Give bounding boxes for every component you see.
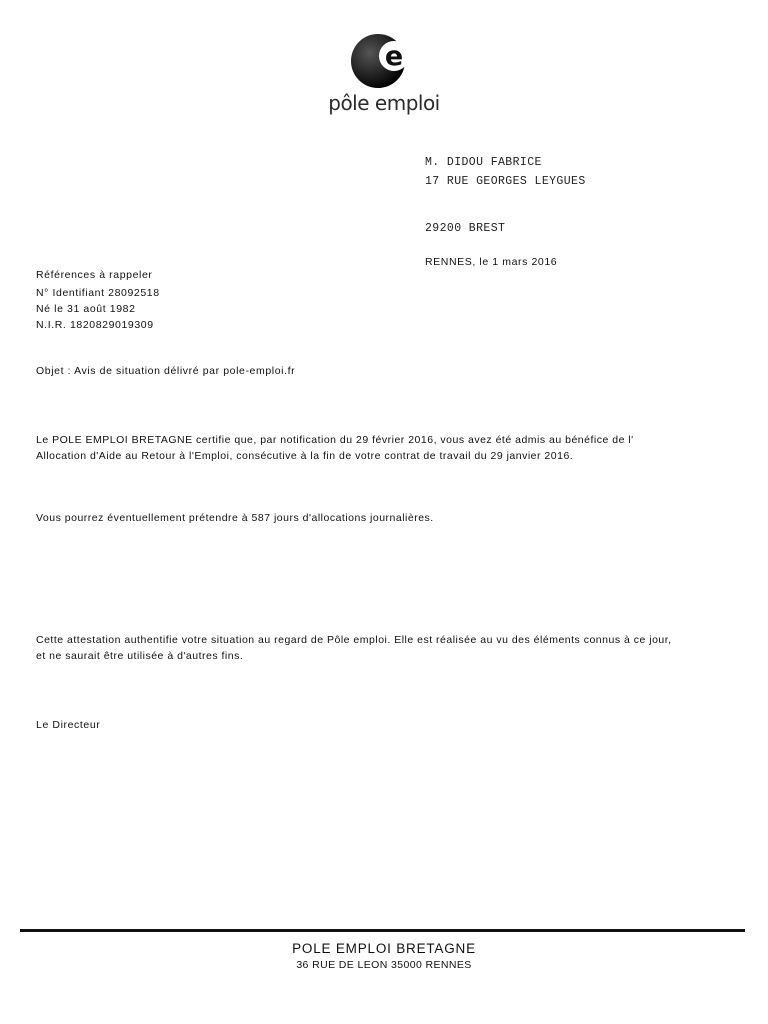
reference-birth-date: Né le 31 août 1982 <box>36 303 136 315</box>
pole-emploi-logo <box>322 28 446 120</box>
paragraph-allocation-days <box>36 510 736 526</box>
reference-nir: N.I.R. 1820829019309 <box>36 319 154 331</box>
paragraph-attestation <box>36 632 736 664</box>
paragraph-line: Vous pourrez éventuellement prétendre à 587 jours d'allocations journalières. <box>36 512 434 524</box>
paragraph-line: et ne saurait être utilisée à d'autres fins. <box>36 650 244 662</box>
paragraph-line: Le POLE EMPLOI BRETAGNE certifie que, par notification du 29 février 2016, vous avez été admis au bénéfice de l' <box>36 434 634 446</box>
footer-divider <box>20 929 745 932</box>
footer-address: 36 RUE DE LEON 35000 RENNES <box>296 959 472 971</box>
footer-organization: POLE EMPLOI BRETAGNE <box>292 941 476 956</box>
logo-wordmark: pôle emploi <box>328 91 440 115</box>
references-heading: Références à rappeler <box>36 269 153 281</box>
reference-identifiant: N° Identifiant 28092518 <box>36 287 160 299</box>
recipient-name: M. DIDOU FABRICE <box>425 156 542 169</box>
letter-object: Objet : Avis de situation délivré par pole-emploi.fr <box>36 365 296 377</box>
recipient-street: 17 RUE GEORGES LEYGUES <box>425 175 586 188</box>
paragraph-line: Cette attestation authentifie votre situation au regard de Pôle emploi. Elle est réalisée au vu des éléments connus à ce jour, <box>36 634 672 646</box>
paragraph-line: Allocation d'Aide au Retour à l'Emploi, consécutive à la fin de votre contrat de travail du 29 janvier 2016. <box>36 450 574 462</box>
paragraph-certification <box>36 432 736 464</box>
signature: Le Directeur <box>36 719 101 731</box>
logo-glyph: e <box>384 41 404 72</box>
logo-mark-icon <box>322 28 446 92</box>
recipient-city: 29200 BREST <box>425 222 506 235</box>
place-date: RENNES, le 1 mars 2016 <box>425 256 558 268</box>
